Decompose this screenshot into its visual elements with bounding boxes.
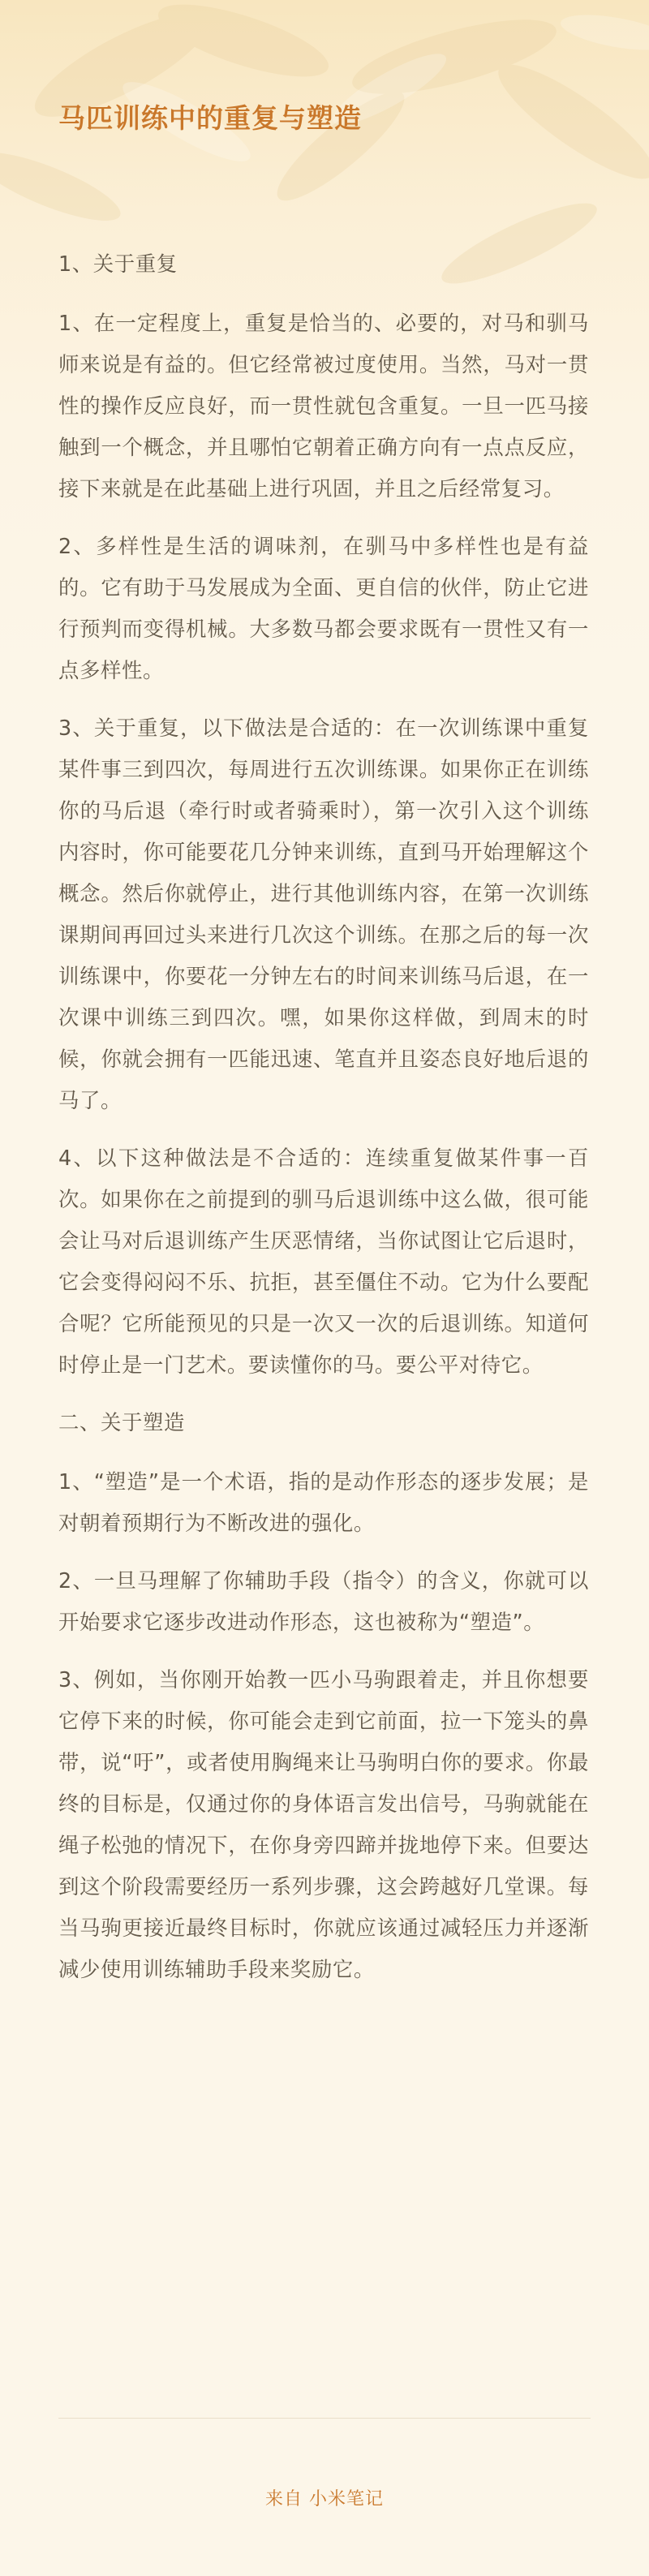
paragraph: 2、一旦马理解了你辅助手段（指令）的含义，你就可以开始要求它逐步改进动作形态，这也被称为“塑造”。 (58, 1568, 589, 1634)
paragraph: 2、多样性是生活的调味剂，在驯马中多样性也是有益的。它有助于马发展成为全面、更自信的伙伴，防止它进行预判而变得机械。大多数马都会要求既有一贯性又有一点多样性。 (58, 534, 589, 682)
paragraph: 3、例如，当你刚开始教一匹小马驹跟着走，并且你想要它停下来的时候，你可能会走到它前面，拉一下笼头的鼻带，说“吁”，或者使用胸绳来让马驹明白你的要求。你最终的目标是，仅通过你的身体语言发出信号，马驹就能在绳子松弛的情况下，在你身旁四蹄并拢地停下来。但要达到这个阶段需要经历一系列步骤，这会跨越好几堂课。每当马驹更接近最终目标时，你就应该通过减轻压力并逐渐减少使用训练辅助手段来奖励它。 (58, 1667, 589, 1981)
footer-divider (58, 2418, 591, 2419)
paragraph: 1、在一定程度上，重复是恰当的、必要的，对马和驯马师来说是有益的。但它经常被过度使用。当然，马对一贯性的操作反应良好，而一贯性就包含重复。一旦一匹马接触到一个概念，并且哪怕它朝着正确方向有一点点反应，接下来就是在此基础上进行巩固，并且之后经常复习。 (58, 311, 589, 501)
section-heading-repetition: 1、关于重复 (58, 252, 178, 276)
paragraph: 1、“塑造”是一个术语，指的是动作形态的逐步发展；是对朝着预期行为不断改进的强化。 (58, 1469, 589, 1535)
paragraph: 3、关于重复，以下做法是合适的：在一次训练课中重复某件事三到四次，每周进行五次训练课。如果你正在训练你的马后退（牵行时或者骑乘时），第一次引入这个训练内容时，你可能要花几分钟来训练，直到马开始理解这个概念。然后你就停止，进行其他训练内容，在第一次训练课期间再回过头来进行几次这个训练。在那之后的每一次训练课中，你要花一分钟左右的时间来训练马后退，在一次课中训练三到四次。嘿，如果你这样做，到周末的时候，你就会拥有一匹能迅速、笔直并且姿态良好地后退的马了。 (58, 716, 589, 1112)
note-title: 马匹训练中的重复与塑造 (58, 102, 362, 134)
note-body (58, 243, 589, 2006)
section-heading-shaping: 二、关于塑造 (58, 1410, 185, 1434)
source-label: 来自 小米笔记 (265, 2489, 384, 2509)
paragraph: 4、以下这种做法是不合适的：连续重复做某件事一百次。如果你在之前提到的驯马后退训练中这么做，很可能会让马对后退训练产生厌恶情绪，当你试图让它后退时，它会变得闷闷不乐、抗拒，甚至僵住不动。它为什么要配合呢？它所能预见的只是一次又一次的后退训练。知道何时停止是一门艺术。要读懂你的马。要公平对待它。 (58, 1146, 589, 1377)
